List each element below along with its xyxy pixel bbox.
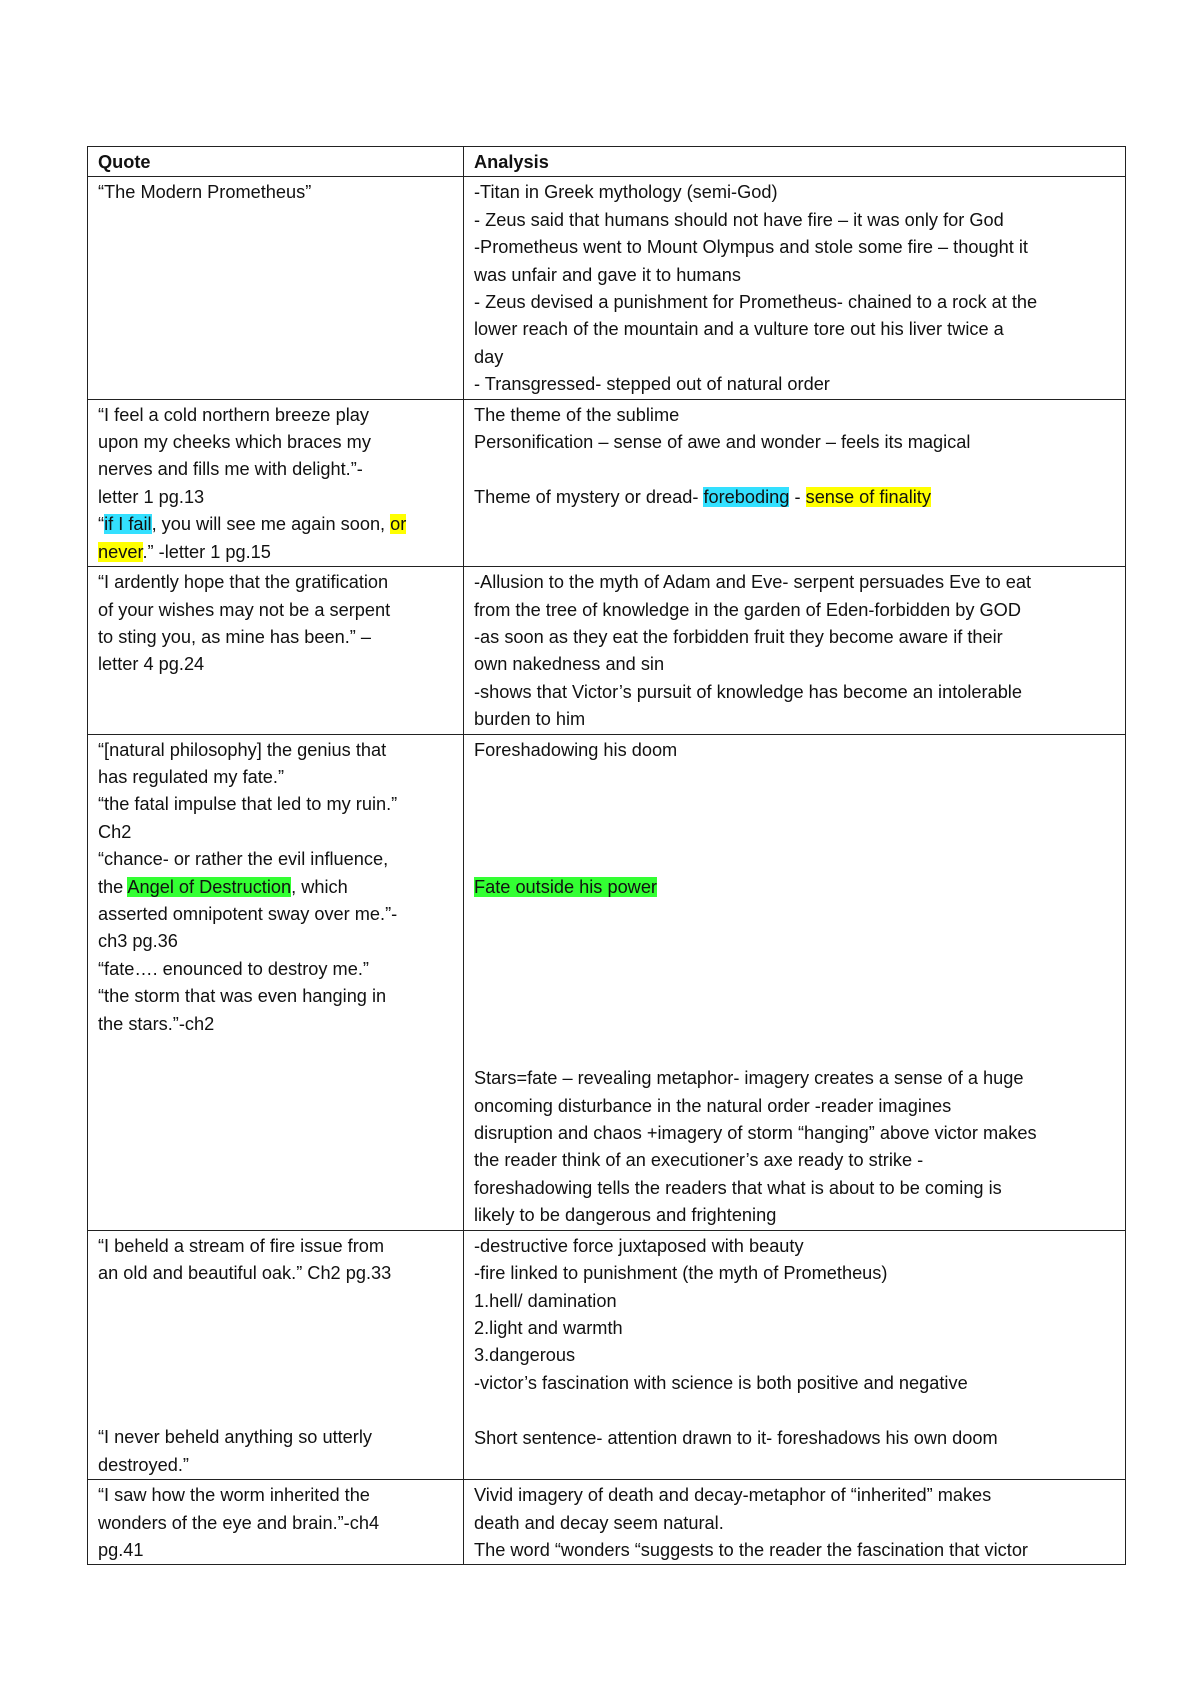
highlight-fate-outside-his-power: Fate outside his power: [474, 876, 657, 897]
quote-cell: [88, 567, 464, 734]
quote-line: asserted omnipotent sway over me.”-: [98, 903, 398, 924]
analysis-line: The word “wonders “suggests to the reader the fascination that victor: [474, 1540, 1028, 1561]
document-page: [87, 146, 1125, 1565]
highlight-never: never: [98, 541, 143, 562]
quote-line: to sting you, as mine has been.” –: [98, 626, 371, 647]
highlight-sense-of-finality: sense of finality: [805, 486, 931, 507]
quote-line: an old and beautiful oak.” Ch2 pg.33: [98, 1263, 392, 1284]
table-row: [88, 177, 1126, 399]
analysis-line: was unfair and gave it to humans: [474, 264, 741, 285]
quote-cell: [88, 399, 464, 566]
quote-line: “the fatal impulse that led to my ruin.”: [98, 794, 398, 815]
quote-line: “I ardently hope that the gratification: [98, 572, 389, 593]
highlight-foreboding: foreboding: [703, 486, 790, 507]
quote-line: letter 1 pg.13: [98, 486, 205, 507]
quote-line: of your wishes may not be a serpent: [98, 599, 391, 620]
analysis-line: - Transgressed- stepped out of natural order: [474, 374, 830, 395]
analysis-line: -Allusion to the myth of Adam and Eve- serpent persuades Eve to eat: [474, 572, 1032, 593]
analysis-line: the reader think of an executioner’s axe ready to strike -: [474, 1150, 924, 1171]
analysis-line: Vivid imagery of death and decay-metaphor of “inherited” makes: [474, 1485, 992, 1506]
analysis-cell: [464, 734, 1126, 1230]
quote-line: “fate…. enounced to destroy me.”: [98, 958, 369, 979]
quote-line: “the storm that was even hanging in: [98, 986, 387, 1007]
quote-line: the stars.”-ch2: [98, 1013, 215, 1034]
table-row: [88, 399, 1126, 566]
analysis-line: 2.light and warmth: [474, 1317, 623, 1338]
analysis-line: - Zeus said that humans should not have fire – it was only for God: [474, 209, 1004, 230]
analysis-line: foreshadowing tells the readers that what is about to be coming is: [474, 1177, 1002, 1198]
quote-line: “I beheld a stream of fire issue from: [98, 1235, 385, 1256]
analysis-line: -Titan in Greek mythology (semi-God): [474, 182, 778, 203]
analysis-line: from the tree of knowledge in the garden of Eden-forbidden by GOD: [474, 599, 1021, 620]
analysis-line: -as soon as they eat the forbidden fruit they become aware if their: [474, 626, 1003, 647]
quote-line: letter 4 pg.24: [98, 654, 205, 675]
quote-line: “The Modern Prometheus”: [98, 182, 312, 203]
analysis-line: oncoming disturbance in the natural order -reader imagines: [474, 1095, 952, 1116]
highlight-if-i-fail: if I fail: [104, 514, 152, 535]
table-row: [88, 1480, 1126, 1565]
analysis-line: likely to be dangerous and frightening: [474, 1205, 777, 1226]
table-row: [88, 1230, 1126, 1480]
analysis-line: -destructive force juxtaposed with beauty: [474, 1235, 804, 1256]
quote-line: nerves and fills me with delight.”-: [98, 459, 363, 480]
analysis-line: 3.dangerous: [474, 1345, 576, 1366]
table-row: [88, 734, 1126, 1230]
quote-line-highlighted: never.” -letter 1 pg.15: [98, 541, 271, 562]
header-analysis: Analysis: [464, 147, 1126, 177]
quote-line-highlighted: “if I fail, you will see me again soon, or: [98, 514, 407, 535]
analysis-line: lower reach of the mountain and a vulture tore out his liver twice a: [474, 319, 1004, 340]
analysis-cell: [464, 1480, 1126, 1565]
analysis-line: -Prometheus went to Mount Olympus and stole some fire – thought it: [474, 237, 1028, 258]
quote-line-highlighted: the Angel of Destruction, which: [98, 876, 348, 897]
analysis-line: Foreshadowing his doom: [474, 739, 678, 760]
analysis-line: The theme of the sublime: [474, 404, 680, 425]
analysis-line: own nakedness and sin: [474, 654, 665, 675]
analysis-line: -victor’s fascination with science is both positive and negative: [474, 1372, 968, 1393]
quote-line: pg.41: [98, 1540, 144, 1561]
quote-analysis-table: [87, 146, 1126, 1565]
highlight-or: or: [390, 514, 407, 535]
analysis-line: death and decay seem natural.: [474, 1512, 724, 1533]
analysis-line-highlighted: [474, 874, 1115, 901]
analysis-line: disruption and chaos +imagery of storm “hanging” above victor makes: [474, 1123, 1037, 1144]
analysis-line: Stars=fate – revealing metaphor- imagery creates a sense of a huge: [474, 1068, 1024, 1089]
header-quote: Quote: [88, 147, 464, 177]
analysis-line: day: [474, 346, 504, 367]
quote-cell: [88, 1230, 464, 1480]
quote-line: “[natural philosophy] the genius that: [98, 739, 387, 760]
analysis-line: [474, 456, 1115, 483]
analysis-line: -fire linked to punishment (the myth of Prometheus): [474, 1263, 888, 1284]
table-header-row: [88, 147, 1126, 177]
highlight-angel-of-destruction: Angel of Destruction: [127, 876, 292, 897]
analysis-line: 1.hell/ damination: [474, 1290, 617, 1311]
quote-line: destroyed.”: [98, 1454, 189, 1475]
table-row: [88, 567, 1126, 734]
analysis-line-highlighted: Theme of mystery or dread- foreboding - sense of finality: [474, 486, 931, 507]
analysis-line: burden to him: [474, 709, 586, 730]
quote-line: “I never beheld anything so utterly: [98, 1427, 372, 1448]
quote-cell: [88, 177, 464, 399]
analysis-cell: [464, 399, 1126, 566]
analysis-line: Personification – sense of awe and wonder – feels its magical: [474, 432, 971, 453]
analysis-line: -shows that Victor’s pursuit of knowledge has become an intolerable: [474, 681, 1022, 702]
quote-cell: [88, 1480, 464, 1565]
quote-line: wonders of the eye and brain.”-ch4: [98, 1512, 380, 1533]
analysis-cell: [464, 567, 1126, 734]
quote-line: Ch2: [98, 821, 132, 842]
quote-line: “I saw how the worm inherited the: [98, 1485, 370, 1506]
quote-line: upon my cheeks which braces my: [98, 432, 371, 453]
quote-line: has regulated my fate.”: [98, 766, 285, 787]
quote-line: “I feel a cold northern breeze play: [98, 404, 369, 425]
analysis-line: - Zeus devised a punishment for Prometheus- chained to a rock at the: [474, 292, 1038, 313]
quote-line: “chance- or rather the evil influence,: [98, 849, 389, 870]
analysis-cell: [464, 177, 1126, 399]
quote-line: ch3 pg.36: [98, 931, 178, 952]
analysis-line: Short sentence- attention drawn to it- foreshadows his own doom: [474, 1427, 998, 1448]
quote-cell: [88, 734, 464, 1230]
analysis-cell: [464, 1230, 1126, 1480]
